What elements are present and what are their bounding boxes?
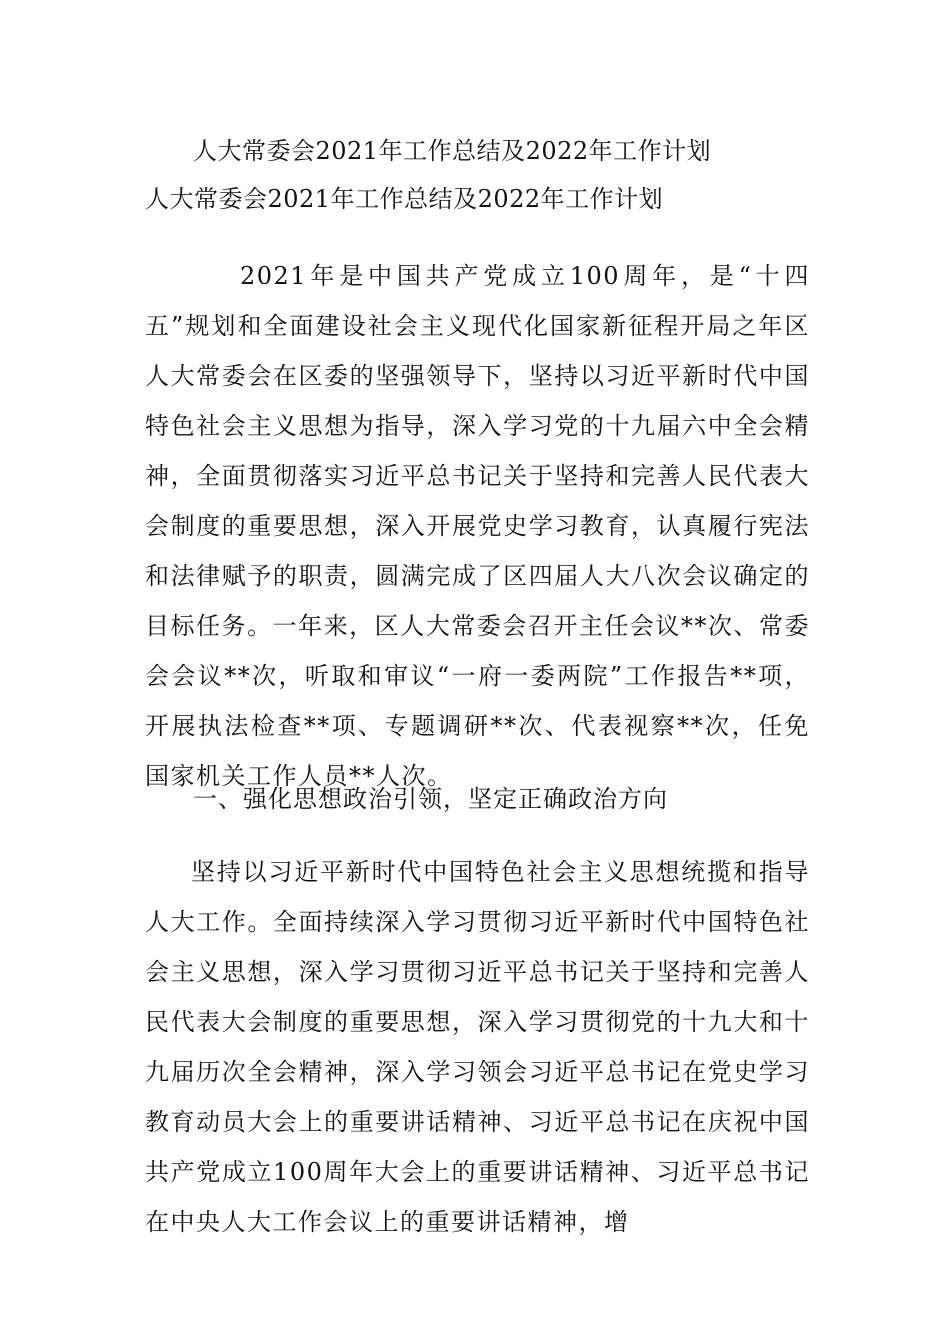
section-1-heading: 一、强化思想政治引领，坚定正确政治方向 [193, 785, 668, 813]
intro-paragraph: 2021年是中国共产党成立100周年，是“十四五”规划和全面建设社会主义现代化国家新征程开局之年区人大常委会在区委的坚强领导下，坚持以习近平新时代中国特色社会主义思想为指导，深入学习党的十九届六中全会精神，全面贯彻落实习近平总书记关于坚持和完善人民代表大会制度的重要思想，深入开展党史学习教育，认真履行宪法和法律赋予的职责，圆满完成了区四届人大八次会议确定的目标任务。一年来，区人大常委会召开主任会议**次、常委会会议**次，听取和审议“一府一委两院”工作报告**项，开展执法检查**项、专题调研**次、代表视察**次，任免国家机关工作人员**人次。 [145, 262, 810, 790]
document-title-repeat: 人大常委会2021年工作总结及2022年工作计划 [193, 137, 712, 165]
section-1-paragraph: 坚持以习近平新时代中国特色社会主义思想统揽和指导人大工作。全面持续深入学习贯彻习近平新时代中国特色社会主义思想，深入学习贯彻习近平总书记关于坚持和完善人民代表大会制度的重要思想，深入学习贯彻党的十九大和十九届历次全会精神，深入学习领会习近平总书记在党史学习教育动员大会上的重要讲话精神、习近平总书记在庆祝中国共产党成立100周年大会上的重要讲话精神、习近平总书记在中央人大工作会议上的重要讲话精神，增 [145, 858, 810, 1236]
document-title: 人大常委会2021年工作总结及2022年工作计划 [145, 185, 664, 213]
